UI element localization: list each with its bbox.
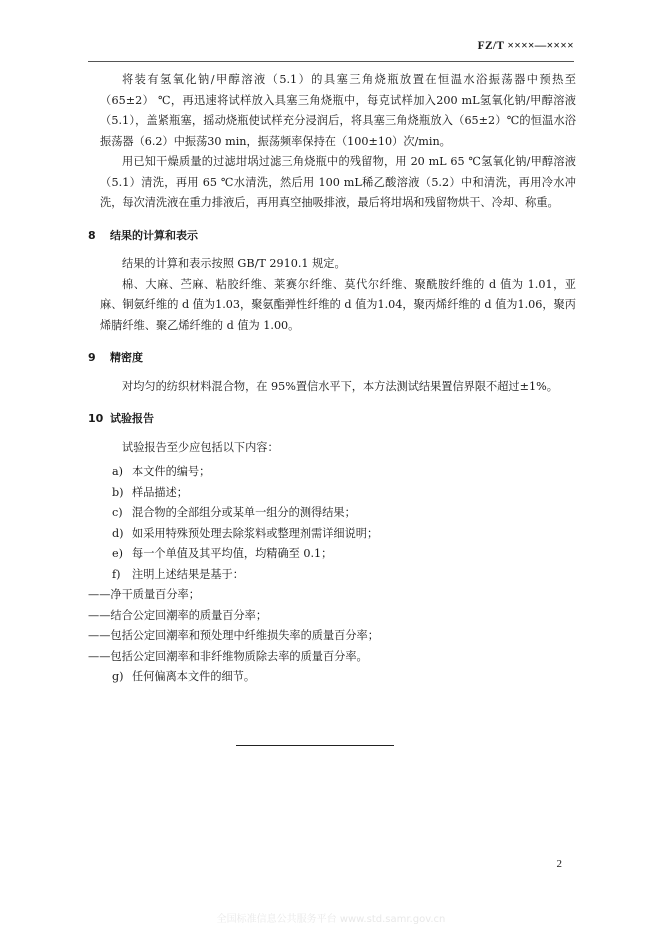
list-item: b) 样品描述； (112, 485, 188, 499)
header-rule (88, 61, 574, 62)
list-item: c) 混合物的全部组分或某单一组分的测得结果； (112, 506, 356, 519)
sub-list-item: ——包括公定回潮率和预处理中纤维损失率的质量百分率； (88, 629, 379, 642)
report-item-list (112, 462, 576, 585)
section-number: 10 (88, 412, 104, 425)
paragraph: 试验报告至少应包括以下内容： (122, 440, 279, 454)
list-item: g) 任何偏离本文件的细节。 (112, 670, 256, 683)
paragraph: 对均匀的纺织材料混合物，在 95%置信水平下，本方法测试结果置信界限不超过±1%。 (122, 379, 558, 393)
section-number: 8 (88, 228, 96, 242)
sub-list-item: ——结合公定回潮率的质量百分率； (88, 608, 268, 622)
list-item: d) 如采用特殊预处理去除浆料或整理剂需详细说明； (112, 526, 379, 540)
section-title: 精密度 (110, 351, 143, 364)
section-heading (88, 226, 576, 247)
sub-list-item: ——净干质量百分率； (88, 588, 200, 601)
section-number: 9 (88, 351, 96, 364)
page-number: 2 (556, 858, 562, 870)
watermark: 全国标准信息公共服务平台 www.std.samr.gov.cn (216, 914, 446, 925)
standard-code: FZ/T ××××—×××× (477, 40, 574, 52)
list-item: a) 本文件的编号； (112, 465, 211, 478)
sub-list-item: ——包括公定回潮率和非纤维物质除去率的质量百分率。 (88, 649, 368, 663)
paragraph: 棉、大麻、苎麻、粘胶纤维、莱赛尔纤维、莫代尔纤维、聚酰胺纤维的 d 值为 1.01，亚麻、铜氨纤维的 d 值为1.03，聚氨酯弹性纤维的 d 值为1.04，聚丙烯纤维的 d 值为1.06，聚丙烯腈纤维、聚乙烯纤维的 d 值为 1.00。 (100, 277, 576, 332)
report-item-list (112, 667, 576, 688)
sub-item-list (88, 585, 576, 667)
paragraph: 结果的计算和表示按照 GB/T 2910.1 规定。 (122, 257, 346, 270)
section-title: 试验报告 (110, 412, 154, 425)
end-of-document-rule (236, 745, 394, 746)
document-body (88, 70, 576, 688)
section-heading (88, 348, 576, 369)
section-title: 结果的计算和表示 (110, 228, 198, 242)
paragraph: 用已知干燥质量的过滤坩埚过滤三角烧瓶中的残留物，用 20 mL 65 ℃氢氧化钠/甲醇溶液（5.1）清洗，再用 65 ℃水清洗，然后用 100 mL稀乙酸溶液（5.2）中和清洗，再用冷水冲洗，每次清洗液在重力排液后，再用真空抽吸排液，最后将坩埚和残留物烘干、冷却、称重。 (100, 155, 576, 209)
list-item: f) 注明上述结果是基于： (112, 567, 244, 581)
list-item: e) 每一个单值及其平均值，均精确至 0.1； (112, 547, 333, 560)
section-heading (88, 409, 576, 430)
paragraph: 将装有氢氧化钠/甲醇溶液（5.1）的具塞三角烧瓶放置在恒温水浴振荡器中预热至（65±2） ℃，再迅速将试样放入具塞三角烧瓶中，每克试样加入200 mL氢氧化钠/甲醇溶液（5.1），盖紧瓶塞，摇动烧瓶使试样充分浸润后，将具塞三角烧瓶放入（65±2）℃的恒温水浴振荡器（6.2）中振荡30 min，振荡频率保持在（100±10）次/min。 (100, 73, 576, 148)
